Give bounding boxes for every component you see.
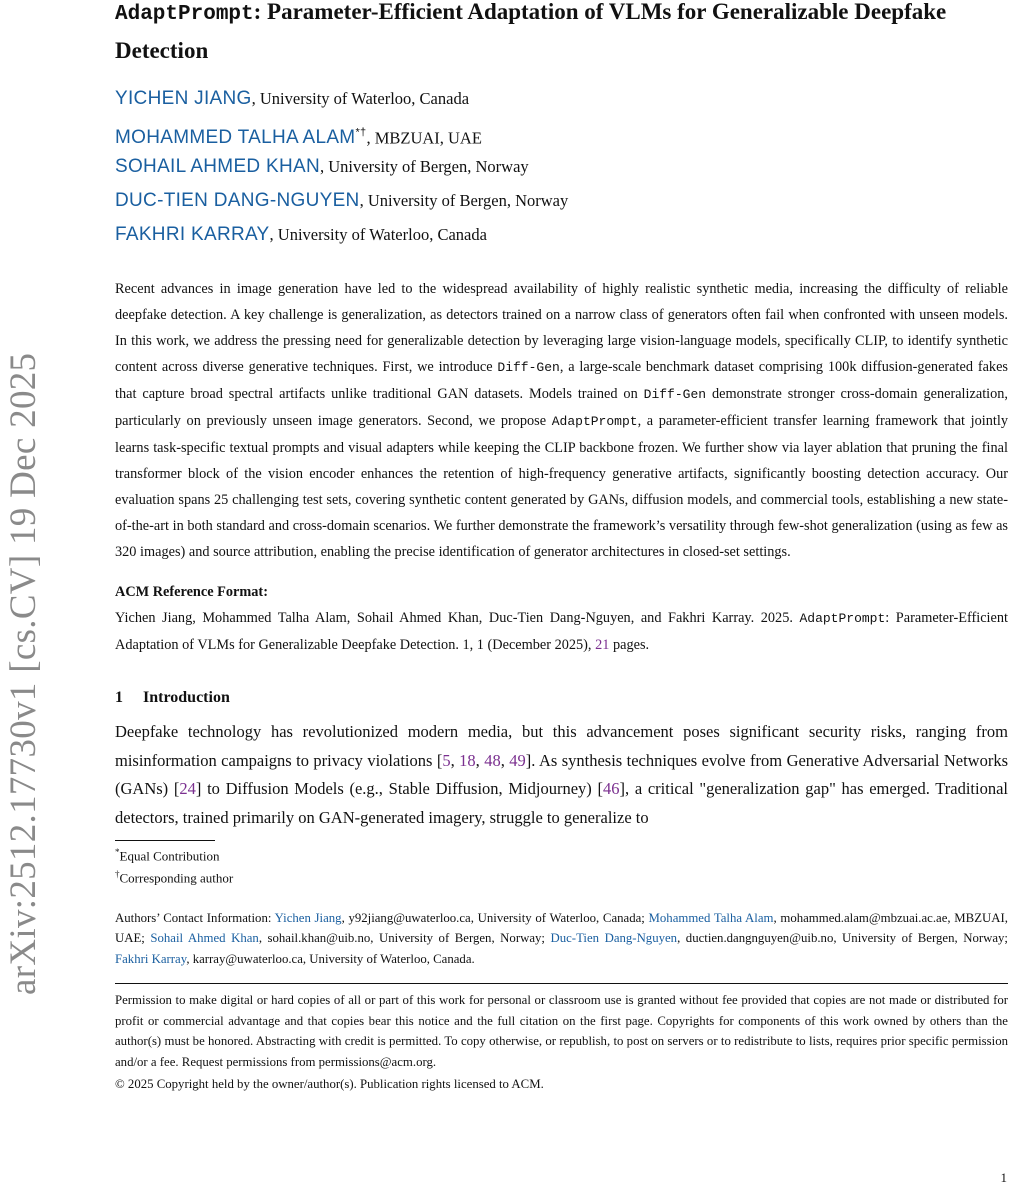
title-tool-name: AdaptPrompt <box>115 3 254 26</box>
body-text: , <box>500 750 510 770</box>
acm-reference-heading: ACM Reference Format: <box>115 584 268 600</box>
copyright-notice: © 2025 Copyright held by the owner/author(s). Publication rights licensed to ACM. <box>115 1077 544 1092</box>
author-affiliation: , University of Waterloo, Canada <box>269 225 487 244</box>
permission-notice: Permission to make digital or hard copies of all or part of this work for personal or classroom use is granted without fee provided that copies are not made or distributed for profit or commercial advantage and that copies bear this notice and the full citation on the first page. Copyrights for components of this work owned by others than the author(s) must be honored. Abstracting with credit is permitted. To copy otherwise, or republish, to post on servers or to redistribute to lists, requires prior specific permission and/or a fee. Request permissions from permissions@acm.org. <box>115 993 1008 1069</box>
citation-link[interactable]: 49 <box>509 750 526 770</box>
author-name: SOHAIL AHMED KHAN <box>115 156 320 177</box>
footnotes <box>115 843 1008 888</box>
citation-link[interactable]: 5 <box>442 750 451 770</box>
footnote-mark: † <box>115 869 120 880</box>
arxiv-identifier: arXiv:2512.17730v1 [cs.CV] 19 Dec 2025 <box>3 352 44 995</box>
author-line <box>115 218 1008 252</box>
paper-first-page <box>115 0 1008 1095</box>
contact-details: , sohail.khan@uib.no, University of Bergen, Norway; <box>258 931 551 946</box>
citation-link[interactable]: 48 <box>484 750 501 770</box>
author-affiliation: , MBZUAI, UAE <box>366 128 482 148</box>
footnote-text: Equal Contribution <box>119 848 220 864</box>
page-number: 1 <box>1000 1170 1007 1185</box>
author-line <box>115 184 1008 218</box>
contact-author-link[interactable]: Mohammed Talha Alam <box>648 910 774 925</box>
author-affiliation: , University of Bergen, Norway <box>320 157 529 176</box>
body-text: ] to Diffusion Models (e.g., Stable Diffusion, Midjourney) [ <box>195 779 603 798</box>
author-affiliation: , University of Bergen, Norway <box>359 191 569 210</box>
author-line <box>115 150 1008 184</box>
contact-author-link[interactable]: Duc-Tien Dang-Nguyen <box>550 931 678 946</box>
author-list <box>115 82 1008 252</box>
author-name-text: MOHAMMED TALHA ALAM <box>115 127 356 149</box>
author-name <box>115 127 366 148</box>
body-text: Deepfake technology has revolutionized modern media, but this advancement poses significant security risks, ranging from misinformation campaigns to privacy violations [ <box>115 722 1008 770</box>
permission-divider <box>115 983 1008 984</box>
contact-details: , ductien.dangnguyen@uib.no, University of Bergen, Norway; <box>677 931 1008 946</box>
acm-reference-text: pages. <box>609 637 650 653</box>
contact-label: Authors’ Contact Information: <box>115 910 275 925</box>
contact-author-link[interactable]: Yichen Jiang <box>274 910 342 925</box>
abstract-text: , a large-scale benchmark dataset comprising 100k diffusion-generated fakes that capture broad spectral artifacts unlike traditional GAN datasets. Models trained on <box>115 359 1008 402</box>
body-text: , <box>475 750 485 770</box>
method-name: AdaptPrompt <box>551 414 638 429</box>
author-footnote-marks[interactable]: *† <box>355 127 367 139</box>
page-count-link[interactable]: 21 <box>595 637 610 653</box>
acm-reference <box>115 605 1008 658</box>
footnote-divider <box>115 840 215 841</box>
contact-details: , y92jiang@uwaterloo.ca, University of Waterloo, Canada; <box>341 910 649 925</box>
abstract-text: demonstrate stronger cross-domain generalization, particularly on previously unseen image generators. Second, we propose <box>115 386 1009 429</box>
body-text: ], a critical "generalization gap" has emerged. Traditional detectors, trained primarily on GAN-generated imagery, struggle to generalize to <box>115 779 1008 827</box>
contact-details: , karray@uwaterloo.ca, University of Waterloo, Canada. <box>186 951 475 966</box>
author-name: FAKHRI KARRAY <box>115 224 270 245</box>
contact-author-link[interactable]: Fakhri Karray <box>115 951 187 966</box>
acm-reference-text: Yichen Jiang, Mohammed Talha Alam, Sohail Ahmed Khan, Duc-Tien Dang-Nguyen, and Fakhri Karray. 2025. <box>115 610 800 626</box>
citation-link[interactable]: 18 <box>459 750 476 770</box>
abstract-text: , a parameter-efficient transfer learning framework that jointly learns task-specific textual prompts and visual adapters while keeping the CLIP backbone frozen. We further show via layer ablation that pruning the final transformer block of the vision encoder enhances the retention of high-frequency generative artifacts, significantly boosting detection accuracy. Our evaluation spans 25 challenging test sets, covering synthetic content generated by GANs, diffusion models, and commercial tools, establishing a new state-of-the-art in both standard and cross-domain scenarios. We further demonstrate the framework’s versatility through few-shot generalization (using as few as 320 images) and source attribution, enabling the precise identification of generator architectures in closed-set settings. <box>115 413 1008 560</box>
author-name: YICHEN JIANG <box>115 88 252 109</box>
contact-author-link[interactable]: Sohail Ahmed Khan <box>150 931 259 946</box>
section-number: 1 <box>115 689 123 706</box>
citation-link[interactable]: 46 <box>602 779 620 798</box>
footnote-mark: * <box>115 847 120 857</box>
acm-reference-text: : Parameter-Efficient Adaptation of VLMs for Generalizable Deepfake Detection. 1, 1 (December 2025), <box>115 610 1008 653</box>
title-rest: : Parameter-Efficient Adaptation of VLMs for Generalizable Deepfake Detection <box>115 0 947 63</box>
body-text: , <box>450 750 460 770</box>
dataset-name: Diff-Gen <box>643 387 707 402</box>
author-affiliation: , University of Waterloo, Canada <box>251 89 470 108</box>
citation-link[interactable]: 24 <box>179 779 196 798</box>
footnote-equal-contribution <box>115 843 1008 865</box>
author-name: DUC-TIEN DANG-NGUYEN <box>115 190 360 211</box>
dataset-name: Diff-Gen <box>497 360 560 375</box>
introduction-paragraph <box>115 718 1008 832</box>
section-heading-introduction <box>115 686 1008 710</box>
paper-title <box>115 0 1008 69</box>
authors-contact-information <box>115 908 1008 970</box>
abstract <box>115 276 1008 565</box>
contact-details: , mohammed.alam@mbzuai.ac.ae, MBZUAI, UAE; <box>115 910 1008 946</box>
section-title: Introduction <box>143 689 230 706</box>
abstract-text: Recent advances in image generation have led to the widespread availability of highly realistic synthetic media, increasing the difficulty of reliable deepfake detection. A key challenge is generalization, as detectors trained on a narrow class of generators often fail when confronted with unseen models. In this work, we address the pressing need for generalizable detection by leveraging large vision-language models, specifically CLIP, to identify synthetic content across diverse generative techniques. First, we introduce <box>115 281 1008 375</box>
body-text: ]. As synthesis techniques evolve from Generative Adversarial Networks (GANs) [ <box>115 750 1008 798</box>
author-line <box>115 116 1008 150</box>
footnote-text: Corresponding author <box>119 870 234 886</box>
footnote-corresponding-author <box>115 865 1008 887</box>
method-name: AdaptPrompt <box>799 611 886 626</box>
author-line <box>115 82 1008 116</box>
